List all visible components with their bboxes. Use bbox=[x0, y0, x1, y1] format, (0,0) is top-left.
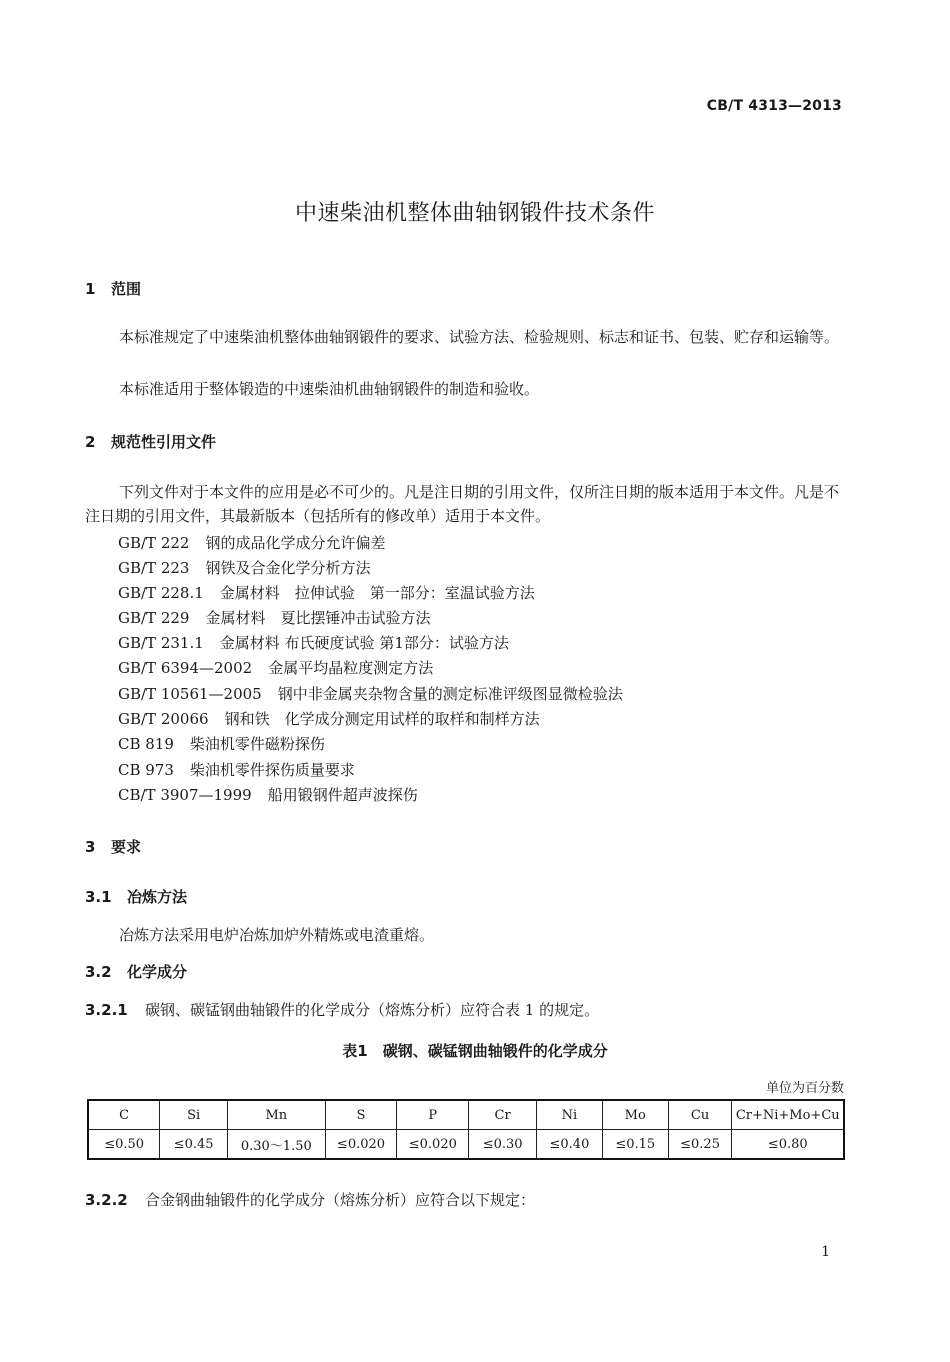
reference-title: 柴油机零件探伤质量要求 bbox=[189, 761, 355, 779]
table-header-cell: P bbox=[397, 1100, 469, 1130]
reference-item bbox=[118, 784, 418, 805]
section-1-heading bbox=[85, 278, 141, 299]
reference-code: CB/T 3907—1999 bbox=[118, 786, 252, 804]
reference-title: 金属材料 拉伸试验 第一部分：室温试验方法 bbox=[219, 584, 535, 602]
section-number: 2 bbox=[85, 433, 96, 451]
section-3-1-heading bbox=[85, 886, 187, 907]
section-3-2-2-paragraph bbox=[85, 1188, 845, 1212]
table-cell: ≤0.40 bbox=[537, 1130, 603, 1160]
table-header-cell: Cr+Ni+Mo+Cu bbox=[732, 1100, 844, 1130]
reference-code: GB/T 229 bbox=[118, 609, 190, 627]
section-number: 3.2.2 bbox=[85, 1191, 128, 1209]
reference-title: 船用锻钢件超声波探伤 bbox=[267, 786, 418, 804]
table-header-cell: Mn bbox=[228, 1100, 326, 1130]
reference-title: 金属平均晶粒度测定方法 bbox=[268, 659, 434, 677]
table-cell: ≤0.45 bbox=[160, 1130, 228, 1160]
page-number: 1 bbox=[821, 1244, 830, 1260]
table-cell: 0.30～1.50 bbox=[228, 1130, 326, 1160]
reference-item bbox=[118, 657, 433, 678]
section-title: 规范性引用文件 bbox=[111, 433, 217, 451]
reference-item bbox=[118, 733, 325, 754]
reference-item bbox=[118, 632, 509, 653]
paragraph-text: 冶炼方法采用电炉冶炼加炉外精炼或电渣重熔。 bbox=[119, 926, 435, 944]
document-title: 中速柴油机整体曲轴钢锻件技术条件 bbox=[294, 201, 655, 226]
reference-code: GB/T 222 bbox=[118, 534, 190, 552]
paragraph-text: 合金钢曲轴锻件的化学成分（熔炼分析）应符合以下规定： bbox=[145, 1191, 536, 1209]
document-number: CB/T 4313—2013 bbox=[706, 98, 842, 114]
paragraph-text: 本标准适用于整体锻造的中速柴油机曲轴钢锻件的制造和验收。 bbox=[119, 380, 540, 398]
section-3-1-paragraph bbox=[85, 923, 845, 947]
table-cell: ≤0.25 bbox=[668, 1130, 732, 1160]
section-title: 范围 bbox=[111, 280, 142, 298]
table-1-unit: 单位为百分数 bbox=[765, 1081, 844, 1096]
reference-code: GB/T 228.1 bbox=[118, 584, 204, 602]
reference-code: CB 819 bbox=[118, 735, 174, 753]
reference-title: 钢和铁 化学成分测定用试样的取样和制样方法 bbox=[224, 710, 540, 728]
table-cell: ≤0.50 bbox=[88, 1130, 160, 1160]
table-header-cell: Mo bbox=[602, 1100, 668, 1130]
section-2-intro bbox=[85, 480, 845, 528]
section-number: 1 bbox=[85, 280, 96, 298]
reference-item bbox=[118, 557, 370, 578]
table-row bbox=[88, 1130, 844, 1160]
reference-title: 金属材料 夏比摆锤冲击试验方法 bbox=[205, 609, 431, 627]
reference-item bbox=[118, 582, 535, 603]
table-header-cell: Cr bbox=[469, 1100, 537, 1130]
reference-item bbox=[118, 683, 623, 704]
table-cell: ≤0.020 bbox=[397, 1130, 469, 1160]
chemical-composition-table bbox=[87, 1099, 845, 1160]
table-header-cell: S bbox=[325, 1100, 397, 1130]
reference-title: 钢铁及合金化学分析方法 bbox=[205, 559, 371, 577]
table-header-cell: Cu bbox=[668, 1100, 732, 1130]
table-header-row bbox=[88, 1100, 844, 1130]
reference-title: 柴油机零件磁粉探伤 bbox=[189, 735, 325, 753]
section-title: 化学成分 bbox=[127, 963, 188, 981]
reference-item bbox=[118, 759, 355, 780]
section-3-2-1-paragraph bbox=[85, 998, 845, 1022]
reference-title: 钢中非金属夹杂物含量的测定标准评级图显微检验法 bbox=[277, 685, 623, 703]
section-1-paragraph-2 bbox=[85, 377, 845, 401]
paragraph-text: 本标准规定了中速柴油机整体曲轴钢锻件的要求、试验方法、检验规则、标志和证书、包装、贮存和运输等。 bbox=[119, 328, 840, 346]
reference-code: GB/T 10561—2005 bbox=[118, 685, 262, 703]
reference-code: GB/T 223 bbox=[118, 559, 190, 577]
table-cell: ≤0.020 bbox=[325, 1130, 397, 1160]
table-header-cell: Si bbox=[160, 1100, 228, 1130]
section-1-paragraph-1 bbox=[85, 325, 845, 349]
paragraph-text: 碳钢、碳锰钢曲轴锻件的化学成分（熔炼分析）应符合表 1 的规定。 bbox=[145, 1001, 600, 1019]
table-1-caption: 表1 碳钢、碳锰钢曲轴锻件的化学成分 bbox=[342, 1042, 608, 1060]
section-3-heading bbox=[85, 836, 141, 857]
table-cell: ≤0.80 bbox=[732, 1130, 844, 1160]
section-2-heading bbox=[85, 431, 216, 452]
table-cell: ≤0.15 bbox=[602, 1130, 668, 1160]
reference-code: CB 973 bbox=[118, 761, 174, 779]
table-header-cell: Ni bbox=[537, 1100, 603, 1130]
paragraph-text: 下列文件对于本文件的应用是必不可少的。凡是注日期的引用文件，仅所注日期的版本适用于本文件。凡是不注日期的引用文件，其最新版本（包括所有的修改单）适用于本文件。 bbox=[85, 483, 840, 525]
section-number: 3 bbox=[85, 838, 96, 856]
reference-code: GB/T 20066 bbox=[118, 710, 209, 728]
section-number: 3.1 bbox=[85, 888, 112, 906]
reference-code: GB/T 231.1 bbox=[118, 634, 204, 652]
section-3-2-heading bbox=[85, 961, 187, 982]
table-header-cell: C bbox=[88, 1100, 160, 1130]
section-number: 3.2 bbox=[85, 963, 112, 981]
reference-title: 金属材料 布氏硬度试验 第1部分：试验方法 bbox=[219, 634, 509, 652]
reference-item bbox=[118, 532, 385, 553]
reference-item bbox=[118, 708, 540, 729]
section-title: 要求 bbox=[111, 838, 142, 856]
reference-code: GB/T 6394—2002 bbox=[118, 659, 253, 677]
section-title: 冶炼方法 bbox=[127, 888, 188, 906]
reference-title: 钢的成品化学成分允许偏差 bbox=[205, 534, 386, 552]
reference-item bbox=[118, 607, 430, 628]
section-number: 3.2.1 bbox=[85, 1001, 128, 1019]
table-cell: ≤0.30 bbox=[469, 1130, 537, 1160]
